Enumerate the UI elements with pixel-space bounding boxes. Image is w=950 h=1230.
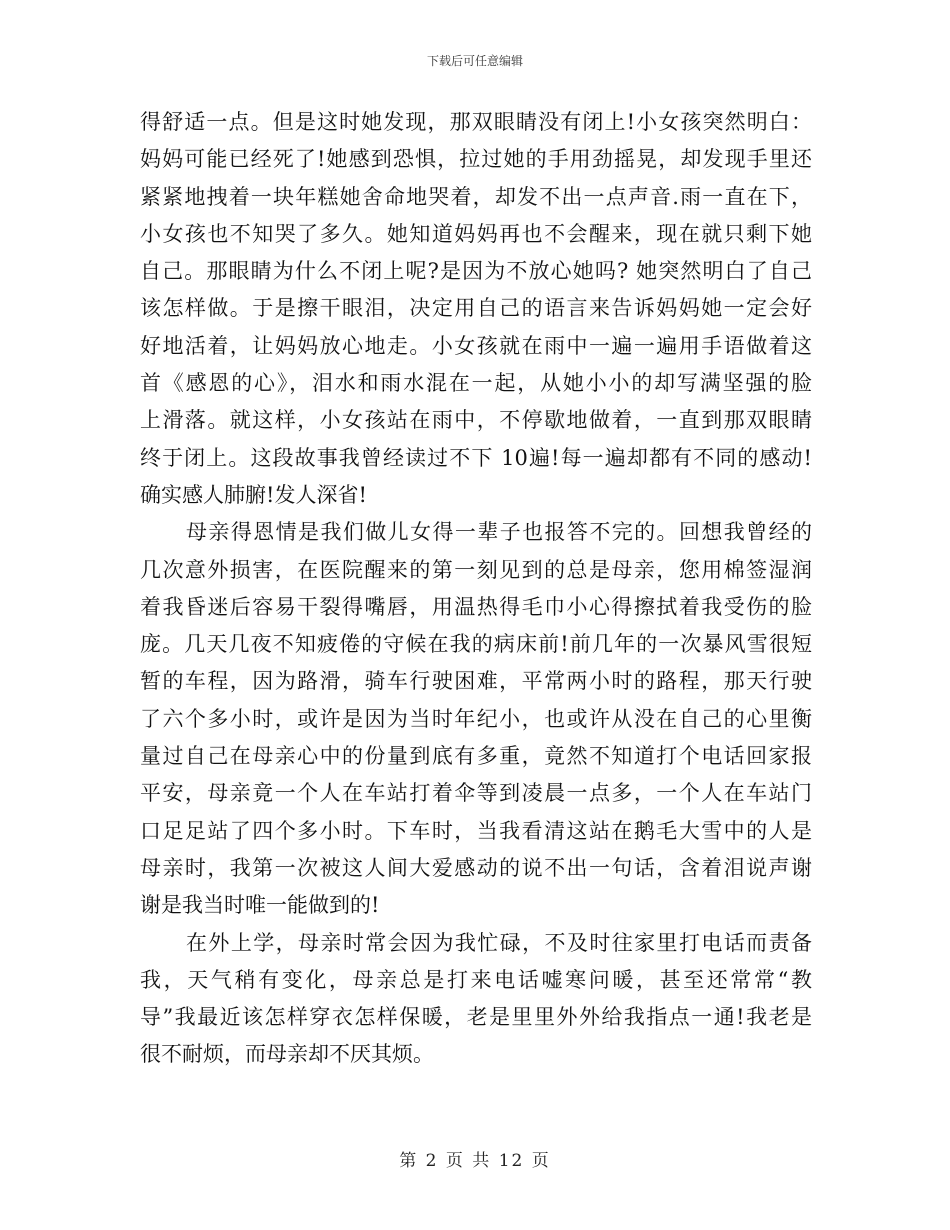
text-line: 首《感恩的心》，泪水和雨水混在一起，从她小小的却写满坚强的脸 [140,371,812,396]
text-line: 好地活着，让妈妈放心地走。小女孩就在雨中一遍一遍用手语做着这 [140,333,812,358]
text-line: 量过自己在母亲心中的份量到底有多重，竟然不知道打个电话回家报 [140,744,812,769]
text-line: 谢是我当时唯一能做到的! [140,893,380,918]
text-line: 我，天气稍有变化，母亲总是打来电话嘘寒问暖，甚至还常常“教 [140,967,812,992]
text-line: 着我昏迷后容易干裂得嘴唇，用温热得毛巾小心得擦拭着我受伤的脸 [140,594,812,619]
text-line: 口足足站了四个多小时。下车时，当我看清这站在鹅毛大雪中的人是 [140,818,812,843]
text-line: 庞。几天几夜不知疲倦的守候在我的病床前!前几年的一次暴风雪很短 [140,632,812,657]
text-line: 母亲时，我第一次被这人间大爱感动的说不出一句话，含着泪说声谢 [140,855,812,880]
paragraph-first-line: 母亲得恩情是我们做儿女得一辈子也报答不完的。回想我曾经的 [186,520,812,545]
text-line: 自己。那眼睛为什么不闭上呢?是因为不放心她吗? 她突然明白了自己 [140,259,812,284]
text-line: 确实感人肺腑!发人深省! [140,482,367,507]
text-line: 了六个多小时，或许是因为当时年纪小，也或许从没在自己的心里衡 [140,706,812,731]
text-line: 妈妈可能已经死了!她感到恐惧，拉过她的手用劲摇晃，却发现手里还 [140,147,812,172]
text-line: 小女孩也不知哭了多久。她知道妈妈再也不会醒来，现在就只剩下她 [140,221,812,246]
paragraph-first-line: 在外上学，母亲时常会因为我忙碌，不及时往家里打电话而责备 [186,930,812,955]
page-number-footer: 第 2 页 共 12 页 [399,1151,551,1171]
text-line: 很不耐烦，而母亲却不厌其烦。 [140,1042,434,1067]
text-line: 平安，母亲竟一个人在车站打着伞等到凌晨一点多，一个人在车站门 [140,781,812,806]
document-body [140,104,812,1074]
text-line: 该怎样做。于是擦干眼泪，决定用自己的语言来告诉妈妈她一定会好 [140,296,812,321]
page-header: 下载后可任意编辑 [426,54,523,68]
text-line: 几次意外损害，在医院醒来的第一刻见到的总是母亲，您用棉签湿润 [140,557,812,582]
text-line: 导”我最近该怎样穿衣怎样保暖，老是里里外外给我指点一通!我老是 [140,1005,812,1030]
text-line: 上滑落。就这样，小女孩站在雨中，不停歇地做着，一直到那双眼睛 [140,408,812,433]
text-line: 紧紧地拽着一块年糕她舍命地哭着，却发不出一点声音.雨一直在下， [140,184,812,209]
text-line: 得舒适一点。但是这时她发现，那双眼睛没有闭上!小女孩突然明白： [140,110,812,134]
text-line: 终于闭上。这段故事我曾经读过不下 10遍!每一遍却都有不同的感动! [140,445,812,470]
text-line: 暂的车程，因为路滑，骑车行驶困难，平常两小时的路程，那天行驶 [140,669,812,694]
